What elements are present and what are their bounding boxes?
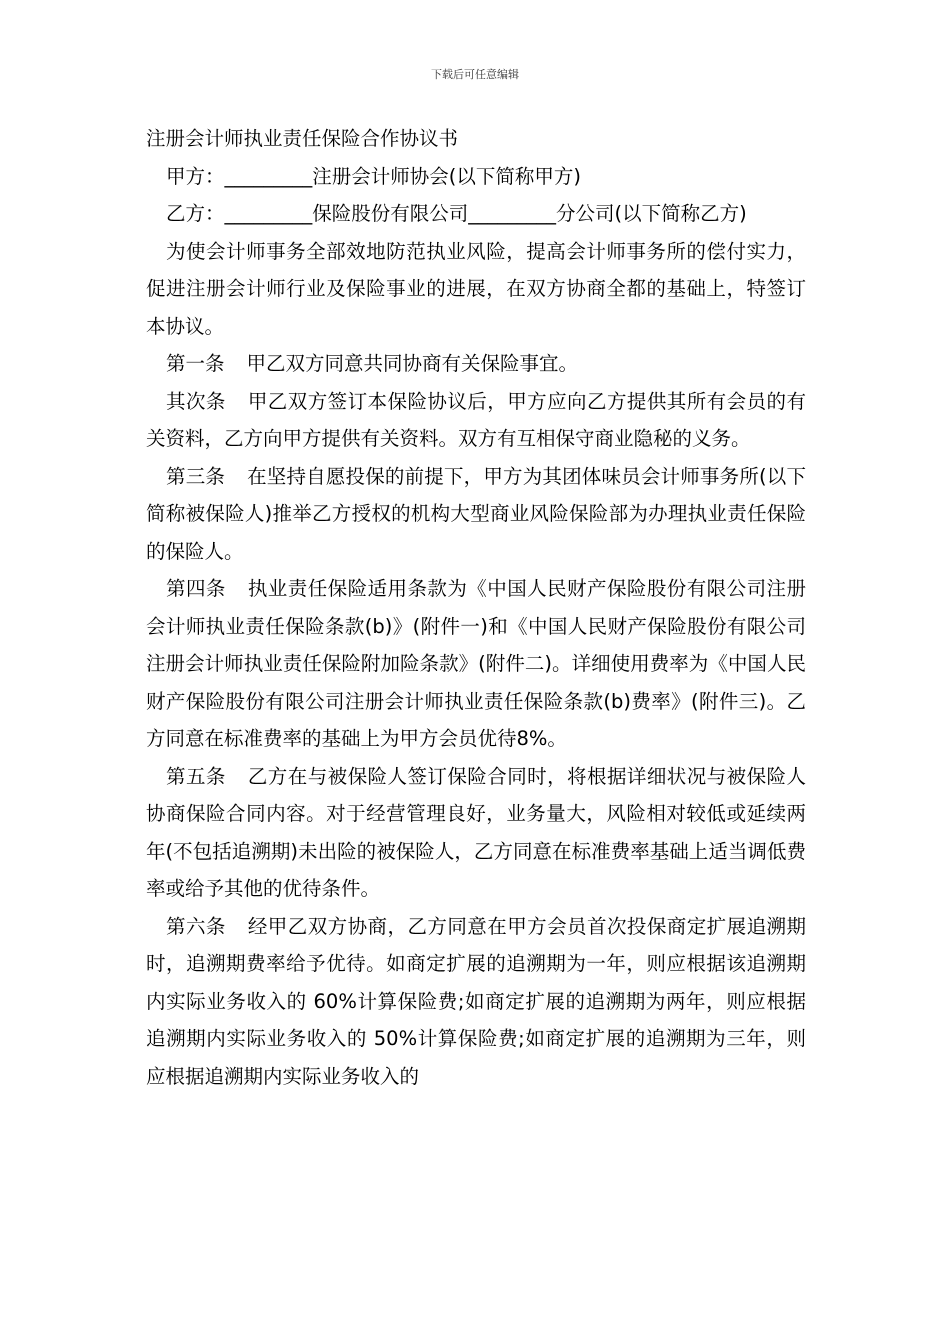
article-2 [146,383,806,458]
party-b-line: 乙方：_________保险股份有限公司_________分公司(以下简称乙方) [166,202,747,225]
article-6 [146,908,806,1096]
header-note: 下载后可任意编辑 [431,68,519,81]
article-label: 第四条 [166,577,226,600]
article-1 [146,345,806,383]
article-text: 执业责任保险适用条款为《中国人民财产保险股份有限公司注册会计师执业责任保险条款(b)》(附件一)和《中国人民财产保险股份有限公司注册会计师执业责任保险附加险条款》(附件二)。详细使用费率为《中国人民财产保险股份有限公司注册会计师执业责任保险条款(b)费率》(附件三)。乙方同意在标准费率的基础上为甲方会员优待8%。 [146,577,806,750]
article-text: 在坚持自愿投保的前提下，甲方为其团体味员会计师事务所(以下简称被保险人)推举乙方授权的机构大型商业风险保险部为办理执业责任保险的保险人。 [146,464,806,563]
party-a-line: 甲方：_________注册会计师协会(以下简称甲方) [166,164,581,188]
article-5 [146,758,806,908]
article-text: 甲乙双方签订本保险协议后，甲方应向乙方提供其所有会员的有关资料，乙方向甲方提供有关资料。双方有互相保守商业隐秘的义务。 [146,389,806,450]
preamble-paragraph: 为使会计师事务全部效地防范执业风险，提高会计师事务所的偿付实力，促进注册会计师行业及保险事业的进展，在双方协商全都的基础上，特签订本协议。 [146,239,806,338]
article-3 [146,458,806,571]
article-label: 第五条 [166,764,226,788]
article-text: 甲乙双方同意共同协商有关保险事宜。 [246,352,579,375]
document-title: 注册会计师执业责任保险合作协议书 [146,127,459,150]
article-label: 其次条 [166,389,226,413]
article-label: 第三条 [166,464,226,488]
document-body [146,120,806,1095]
article-label: 第六条 [166,914,226,938]
article-text: 经甲乙双方协商，乙方同意在甲方会员首次投保商定扩展追溯期时，追溯期费率给予优待。如商定扩展的追溯期为一年，则应根据该追溯期内实际业务收入的 60%计算保险费;如商定扩展的追溯期为两年，则应根据追溯期内实际业务收入的 50%计算保险费;如商定扩展的追溯期为三年，则应根据追溯期内实际业务收入的 [146,914,806,1088]
article-4 [146,570,806,758]
article-label: 第一条 [166,352,225,375]
article-text: 乙方在与被保险人签订保险合同时，将根据详细状况与被保险人协商保险合同内容。对于经营管理良好，业务量大，风险相对较低或延续两年(不包括追溯期)未出险的被保险人，乙方同意在标准费率基础上适当调低费率或给予其他的优待条件。 [146,764,806,900]
